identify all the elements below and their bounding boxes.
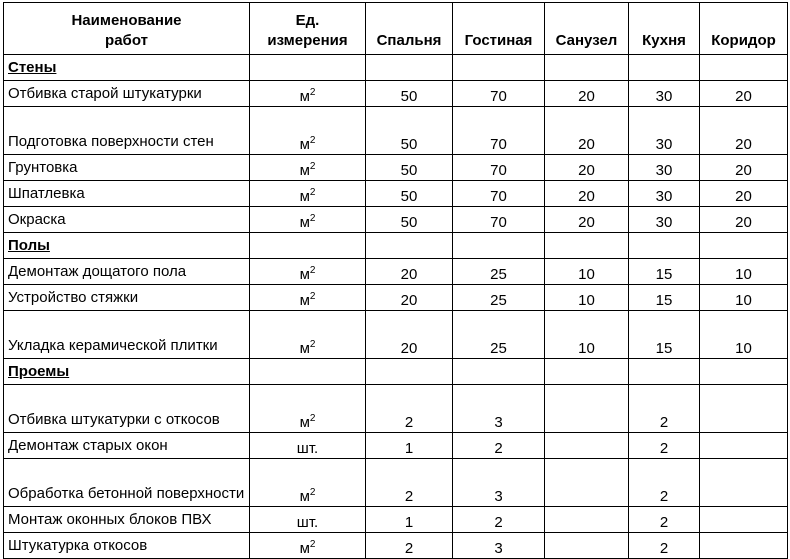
section-row [4, 359, 788, 385]
work-name: Окраска [4, 207, 250, 233]
unit-exponent: 2 [309, 87, 316, 98]
empty-cell [453, 55, 545, 81]
work-name: Грунтовка [4, 155, 250, 181]
unit-label: м [299, 136, 310, 153]
work-name: Обработка бетонной поверхности [4, 459, 250, 507]
quantity-cell: 30 [629, 81, 700, 107]
unit-cell [250, 459, 366, 507]
unit-label: м [299, 414, 310, 431]
section-title: Стены [4, 55, 250, 81]
unit-cell [250, 311, 366, 359]
unit-label: м [299, 488, 310, 505]
quantity-cell: 20 [545, 155, 629, 181]
quantity-cell: 10 [545, 259, 629, 285]
header-unit: Ед. измерения [250, 3, 366, 55]
unit-exponent: 2 [309, 487, 316, 498]
quantity-cell: 20 [700, 81, 788, 107]
quantity-cell: 10 [545, 285, 629, 311]
table-row [4, 533, 788, 559]
empty-cell [545, 359, 629, 385]
header-room: Гостиная [453, 3, 545, 55]
empty-cell [453, 233, 545, 259]
work-name: Устройство стяжки [4, 285, 250, 311]
table-row [4, 81, 788, 107]
unit-cell [250, 385, 366, 433]
section-row [4, 55, 788, 81]
table-row [4, 207, 788, 233]
quantity-cell: 25 [453, 285, 545, 311]
quantity-cell: 20 [545, 107, 629, 155]
quantity-cell [700, 459, 788, 507]
quantity-cell: 2 [366, 533, 453, 559]
header-room: Коридор [700, 3, 788, 55]
quantity-cell: 15 [629, 285, 700, 311]
work-name: Штукатурка откосов [4, 533, 250, 559]
table-row [4, 311, 788, 359]
header-name: Наименование работ [4, 3, 250, 55]
unit-exponent: 2 [309, 213, 316, 224]
work-name: Отбивка штукатурки с откосов [4, 385, 250, 433]
quantity-cell: 15 [629, 259, 700, 285]
unit-label: шт. [296, 514, 319, 531]
quantity-cell: 3 [453, 533, 545, 559]
empty-cell [700, 55, 788, 81]
unit-cell [250, 81, 366, 107]
quantity-cell [700, 385, 788, 433]
quantity-cell: 10 [700, 285, 788, 311]
quantity-cell: 20 [366, 311, 453, 359]
work-name: Отбивка старой штукатурки [4, 81, 250, 107]
table-body [4, 55, 788, 559]
quantity-cell: 2 [629, 507, 700, 533]
empty-cell [629, 359, 700, 385]
table-row [4, 459, 788, 507]
table-row [4, 433, 788, 459]
unit-label: м [299, 188, 310, 205]
table-row [4, 259, 788, 285]
unit-exponent: 2 [309, 413, 316, 424]
unit-exponent: 2 [309, 135, 316, 146]
quantity-cell [545, 533, 629, 559]
header-room: Санузел [545, 3, 629, 55]
quantity-cell: 70 [453, 207, 545, 233]
quantity-cell: 30 [629, 207, 700, 233]
unit-exponent: 2 [309, 339, 316, 350]
table-row [4, 155, 788, 181]
unit-cell [250, 259, 366, 285]
empty-cell [250, 55, 366, 81]
table-row [4, 507, 788, 533]
quantity-cell: 25 [453, 311, 545, 359]
quantity-cell: 50 [366, 155, 453, 181]
quantity-cell: 20 [545, 181, 629, 207]
quantity-cell [545, 507, 629, 533]
quantity-cell: 15 [629, 311, 700, 359]
empty-cell [250, 233, 366, 259]
works-table [3, 2, 788, 559]
quantity-cell: 2 [629, 385, 700, 433]
quantity-cell: 20 [700, 181, 788, 207]
unit-label: м [299, 340, 310, 357]
header-room: Спальня [366, 3, 453, 55]
work-name: Демонтаж дощатого пола [4, 259, 250, 285]
unit-label: м [299, 214, 310, 231]
unit-exponent: 2 [309, 187, 316, 198]
quantity-cell: 30 [629, 155, 700, 181]
quantity-cell: 20 [366, 259, 453, 285]
unit-cell [250, 181, 366, 207]
quantity-cell: 10 [700, 259, 788, 285]
quantity-cell: 2 [366, 459, 453, 507]
unit-exponent: 2 [309, 291, 316, 302]
quantity-cell: 2 [629, 459, 700, 507]
quantity-cell: 2 [629, 433, 700, 459]
quantity-cell: 3 [453, 385, 545, 433]
section-title: Проемы [4, 359, 250, 385]
table-row [4, 181, 788, 207]
quantity-cell: 70 [453, 107, 545, 155]
quantity-cell [545, 385, 629, 433]
unit-exponent: 2 [309, 539, 316, 550]
quantity-cell [700, 433, 788, 459]
empty-cell [629, 55, 700, 81]
quantity-cell: 2 [366, 385, 453, 433]
empty-cell [629, 233, 700, 259]
unit-cell [250, 155, 366, 181]
empty-cell [366, 359, 453, 385]
unit-cell [250, 207, 366, 233]
quantity-cell: 20 [545, 207, 629, 233]
work-name: Демонтаж старых окон [4, 433, 250, 459]
quantity-cell: 50 [366, 107, 453, 155]
quantity-cell: 3 [453, 459, 545, 507]
quantity-cell [700, 533, 788, 559]
quantity-cell: 2 [453, 433, 545, 459]
work-name: Шпатлевка [4, 181, 250, 207]
unit-label: м [299, 88, 310, 105]
quantity-cell: 50 [366, 81, 453, 107]
unit-exponent: 2 [309, 161, 316, 172]
empty-cell [366, 233, 453, 259]
empty-cell [250, 359, 366, 385]
quantity-cell: 10 [545, 311, 629, 359]
work-name: Подготовка поверхности стен [4, 107, 250, 155]
quantity-cell: 70 [453, 155, 545, 181]
unit-label: шт. [296, 440, 319, 457]
unit-cell [250, 107, 366, 155]
empty-cell [700, 233, 788, 259]
unit-cell [250, 533, 366, 559]
empty-cell [700, 359, 788, 385]
quantity-cell: 25 [453, 259, 545, 285]
quantity-cell: 50 [366, 207, 453, 233]
quantity-cell: 10 [700, 311, 788, 359]
quantity-cell: 20 [700, 155, 788, 181]
unit-exponent: 2 [309, 265, 316, 276]
unit-label: м [299, 540, 310, 557]
empty-cell [545, 55, 629, 81]
quantity-cell: 70 [453, 181, 545, 207]
quantity-cell: 20 [366, 285, 453, 311]
quantity-cell [545, 459, 629, 507]
quantity-cell: 2 [629, 533, 700, 559]
empty-cell [545, 233, 629, 259]
quantity-cell [545, 433, 629, 459]
quantity-cell: 50 [366, 181, 453, 207]
unit-label: м [299, 266, 310, 283]
quantity-cell: 20 [700, 207, 788, 233]
header-room: Кухня [629, 3, 700, 55]
unit-label: м [299, 162, 310, 179]
unit-label: м [299, 292, 310, 309]
quantity-cell: 20 [700, 107, 788, 155]
header-row [4, 3, 788, 55]
unit-cell [250, 433, 366, 459]
unit-cell [250, 507, 366, 533]
empty-cell [453, 359, 545, 385]
table-row [4, 385, 788, 433]
quantity-cell: 20 [545, 81, 629, 107]
quantity-cell: 70 [453, 81, 545, 107]
table-row [4, 285, 788, 311]
work-name: Монтаж оконных блоков ПВХ [4, 507, 250, 533]
table-row [4, 107, 788, 155]
quantity-cell: 30 [629, 107, 700, 155]
empty-cell [366, 55, 453, 81]
quantity-cell: 2 [453, 507, 545, 533]
unit-cell [250, 285, 366, 311]
quantity-cell: 30 [629, 181, 700, 207]
quantity-cell [700, 507, 788, 533]
section-row [4, 233, 788, 259]
quantity-cell: 1 [366, 507, 453, 533]
section-title: Полы [4, 233, 250, 259]
work-name: Укладка керамической плитки [4, 311, 250, 359]
quantity-cell: 1 [366, 433, 453, 459]
